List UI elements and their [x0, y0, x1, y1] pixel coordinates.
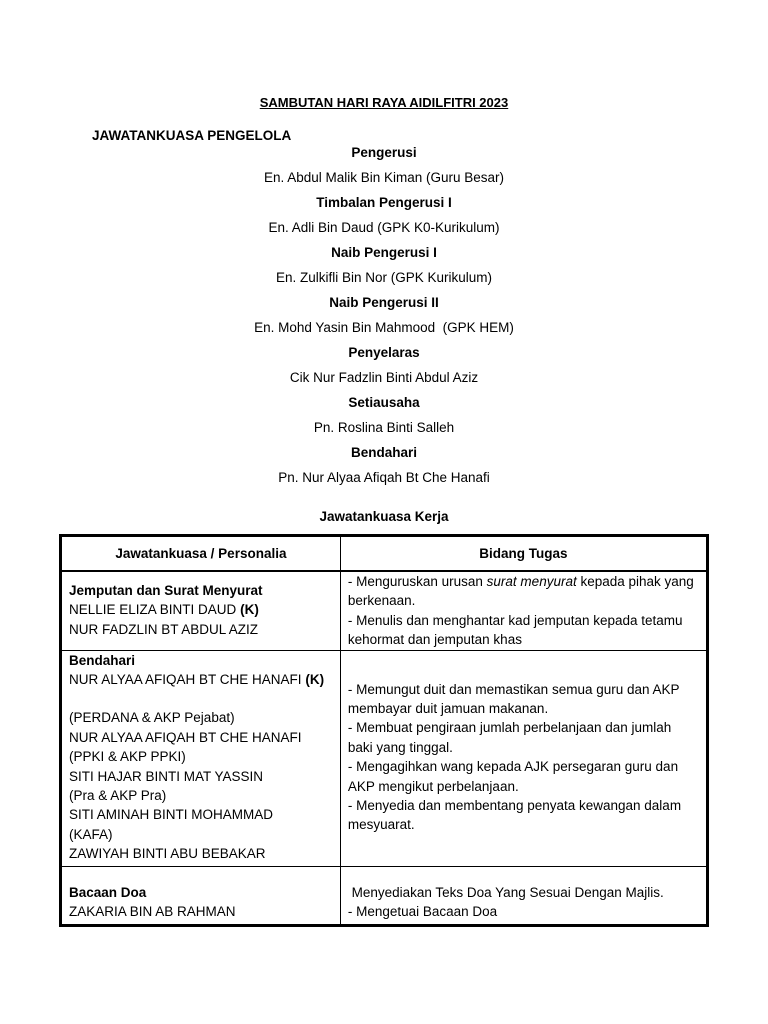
- section-heading: JAWATANKUASA PENGELOLA: [92, 128, 292, 143]
- committee-role: Pengerusi: [351, 145, 417, 160]
- tasks-cell: [340, 571, 707, 650]
- committee-person: Pn. Roslina Binti Salleh: [313, 420, 455, 435]
- task-item: - Mengetuai Bacaan Doa: [347, 904, 498, 920]
- member-group: (KAFA): [69, 826, 113, 842]
- chair-marker: (K): [240, 602, 259, 618]
- committee-person: Pn. Nur Alyaa Afiqah Bt Che Hanafi: [278, 470, 490, 485]
- committee-list: [0, 143, 768, 493]
- committee-person: Cik Nur Fadzlin Binti Abdul Aziz: [289, 370, 479, 385]
- task-item: Menyediakan Teks Doa Yang Sesuai Dengan Majlis.: [347, 884, 664, 900]
- personalia-cell: [61, 571, 341, 650]
- member-group: (PERDANA & AKP Pejabat): [69, 710, 235, 726]
- task-item: - Menguruskan urusan surat menyurat kepada pihak yang berkenaan.: [347, 574, 694, 609]
- member: NELLIE ELIZA BINTI DAUD (K): [69, 602, 259, 618]
- committee-role: Naib Pengerusi I: [331, 245, 437, 260]
- table-row: [61, 866, 708, 925]
- member-group: (Pra & AKP Pra): [69, 788, 167, 804]
- committee-name: Bacaan Doa: [69, 884, 147, 900]
- committee-person: En. Mohd Yasin Bin Mahmood (GPK HEM): [254, 320, 514, 335]
- committee-role: Setiausaha: [348, 395, 420, 410]
- committee-person: En. Adli Bin Daud (GPK K0-Kurikulum): [268, 220, 500, 235]
- committee-role: Penyelaras: [348, 345, 420, 360]
- member: NUR FADZLIN BT ABDUL AZIZ: [69, 621, 259, 637]
- committee-name: Jemputan dan Surat Menyurat: [69, 583, 263, 598]
- tasks-cell: [340, 650, 707, 866]
- member: SITI AMINAH BINTI MOHAMMAD: [69, 807, 274, 823]
- member-group: (PPKI & AKP PPKI): [69, 749, 186, 765]
- task-item: - Menyedia dan membentang penyata kewangan dalam mesyuarat.: [347, 798, 682, 833]
- task-item: - Memungut duit dan memastikan semua guru dan AKP membayar duit jamuan makanan.: [347, 681, 680, 717]
- document-title: SAMBUTAN HARI RAYA AIDILFITRI 2023: [259, 95, 509, 110]
- table-header-row: [61, 536, 708, 572]
- task-item: - Membuat pengiraan jumlah perbelanjaan dan jumlah baki yang tinggal.: [347, 720, 672, 755]
- personalia-cell: [61, 866, 341, 925]
- member: ZAWIYAH BINTI ABU BEBAKAR: [69, 846, 266, 862]
- table-row: [61, 571, 708, 650]
- chair-marker: (K): [305, 672, 325, 688]
- member: SITI HAJAR BINTI MAT YASSIN: [69, 768, 264, 784]
- committee-name: Bendahari: [69, 652, 136, 668]
- member: NUR ALYAA AFIQAH BT CHE HANAFI: [69, 729, 302, 745]
- member: NUR ALYAA AFIQAH BT CHE HANAFI (K): [69, 672, 325, 688]
- committee-role: Timbalan Pengerusi I: [316, 195, 452, 210]
- committee-person: En. Zulkifli Bin Nor (GPK Kurikulum): [275, 270, 493, 285]
- table-title: Jawatankuasa Kerja: [319, 509, 449, 524]
- work-committee-table: [59, 534, 709, 927]
- header-bidang-tugas: Bidang Tugas: [340, 536, 707, 572]
- committee-person: En. Abdul Malik Bin Kiman (Guru Besar): [263, 170, 505, 185]
- task-item: - Menulis dan menghantar kad jemputan kepada tetamu kehormat dan jemputan khas: [347, 612, 683, 648]
- member: ZAKARIA BIN AB RAHMAN: [69, 904, 236, 920]
- header-personalia: Jawatankuasa / Personalia: [61, 536, 341, 572]
- committee-role: Bendahari: [350, 445, 418, 460]
- personalia-cell: [61, 650, 341, 866]
- committee-role: Naib Pengerusi II: [329, 295, 439, 310]
- table-row: [61, 650, 708, 866]
- tasks-cell: [340, 866, 707, 925]
- task-item: - Mengagihkan wang kepada AJK persegaran guru dan AKP mengikut perbelanjaan.: [347, 759, 679, 794]
